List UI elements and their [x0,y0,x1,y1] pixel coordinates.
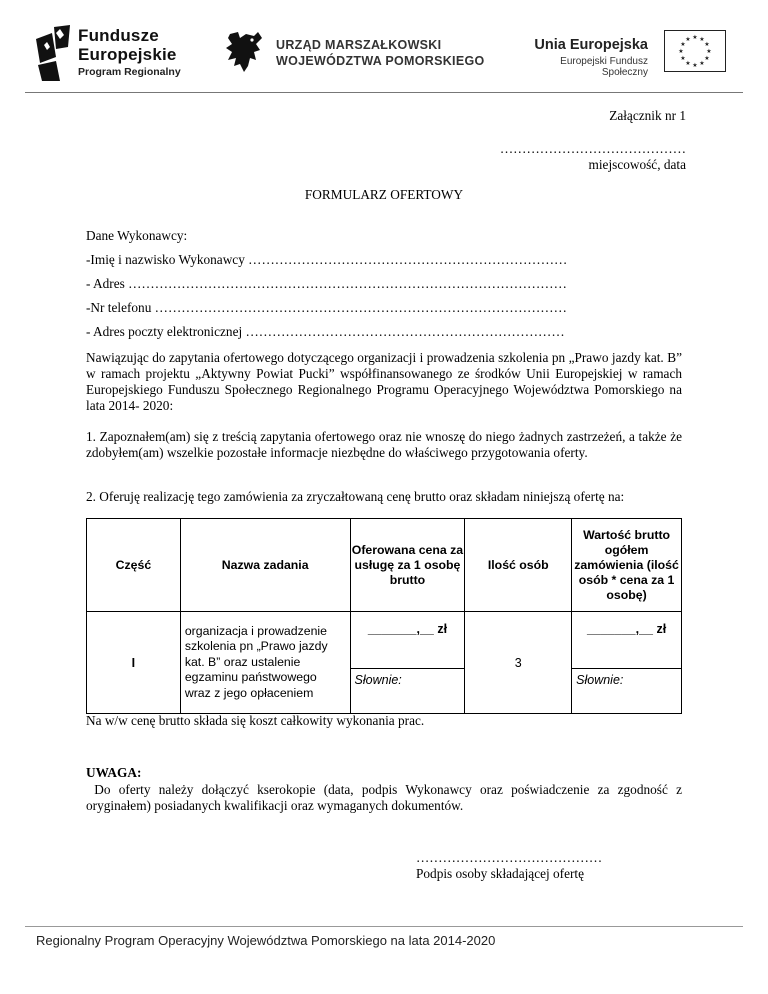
contractor-email-line: - Adres poczty elektronicznej ……………………………………………………………… [86,324,565,339]
place-date-label: miejscowość, data [588,157,686,172]
part-cell: I [87,612,181,714]
warning-text: Do oferty należy dołączyć kserokopie (data, podpis Wykonawcy oraz poświadczenie za zgodność z oryginałem) posiadanych kwalifikacji oraz wymaganych dokumentów. [86,782,686,813]
total-field[interactable]: _______,__ zł [572,612,682,669]
col-header-total: Wartość brutto ogółem zamówienia (ilość osób * cena za 1 osobę) [572,519,682,612]
svg-text:★: ★ [706,48,712,55]
svg-text:★: ★ [692,34,698,41]
svg-text:★: ★ [685,36,691,43]
fe-logo-line1: Fundusze [78,26,159,45]
fe-logo-line3: Program Regionalny [78,66,181,78]
svg-text:★: ★ [704,41,710,48]
eu-flag-icon [664,30,726,72]
footer-text: Regionalny Program Operacyjny Województwa Pomorskiego na lata 2014-2020 [36,933,496,948]
place-date-dots: …………………………………… [499,141,686,156]
svg-text:★: ★ [678,48,684,55]
fundusze-europejskie-logo [36,25,196,83]
svg-text:★: ★ [680,55,686,62]
table-row [87,612,682,669]
urzad-line1: URZĄD MARSZAŁKOWSKI [276,38,442,52]
col-header-task: Nazwa zadania [180,519,350,612]
warning-heading: UWAGA: [86,765,142,780]
contractor-address-line: - Adres ……………………………………………………………………………………… [86,276,567,291]
price-words-field[interactable]: Słownie: [350,669,465,714]
griffin-emblem-icon [224,30,264,72]
annex-label: Załącznik nr 1 [609,108,686,123]
fe-logo-line2: Europejskie [78,45,177,64]
svg-text:★: ★ [680,41,686,48]
urzad-marszalkowski-logo [276,37,485,69]
urzad-line2: WOJEWÓDZTWA POMORSKIEGO [276,54,485,68]
col-header-price: Oferowana cena za usługę za 1 osobę brutto [350,519,465,612]
svg-text:★: ★ [685,60,691,67]
point-1: 1. Zapoznałem(am) się z treścią zapytania ofertowego oraz nie wnoszę do niego żadnych zastrzeżeń, a także że zdobyłem(am) wszelkie pozostałe informacje niezbędne do właściwego przygotowania oferty. [86,429,682,460]
count-cell: 3 [465,612,572,714]
svg-text:★: ★ [704,55,710,62]
svg-text:★: ★ [699,36,705,43]
col-header-count: Ilość osób [465,519,572,612]
contractor-heading: Dane Wykonawcy: [86,228,188,243]
ue-line1: Unia Europejska [534,37,648,53]
unia-europejska-logo [512,37,648,78]
price-field[interactable]: _______,__ zł [350,612,465,669]
total-words-field[interactable]: Słownie: [572,669,682,714]
ue-line2: Europejski Fundusz Społeczny [560,56,648,78]
svg-text:★: ★ [699,60,705,67]
intro-paragraph: Nawiązując do zapytania ofertowego dotyczącego organizacji i prowadzenia szkolenia pn „Prawo jazdy kat. B” w ramach projektu „Aktywny Powiat Pucki” współfinansowanego ze środków Unii Europejskiej w ramach Europejskiego Funduszu Społecznego Regionalnego Programu Operacyjnego Województwa Pomorskiego na lata 2014- 2020: [86,350,682,413]
table-header-row [87,519,682,612]
fe-flag-icon [36,25,72,81]
svg-text:★: ★ [692,62,698,69]
header-divider [25,92,743,93]
point-2: 2. Oferuję realizację tego zamówienia za zryczałtowaną cenę brutto oraz składam niniejszą ofertę na: [86,489,625,504]
signature-dots: …………………………………… [416,850,603,865]
col-header-part: Część [87,519,181,612]
contractor-phone-line: -Nr telefonu ………………………………………………………………………………… [86,300,567,315]
contractor-name-line: -Imię i nazwisko Wykonawcy ……………………………………………………………… [86,252,568,267]
cost-note: Na w/w cenę brutto składa się koszt całkowity wykonania prac. [86,713,425,728]
signature-label: Podpis osoby składającej ofertę [416,866,585,881]
footer-divider [25,926,743,927]
offer-table [86,518,682,714]
page-title: FORMULARZ OFERTOWY [304,187,464,202]
task-cell: organizacja i prowadzenie szkolenia pn „Prawo jazdy kat. B” oraz ustalenie egzaminu państwowego wraz z jego opłaceniem [180,612,350,714]
